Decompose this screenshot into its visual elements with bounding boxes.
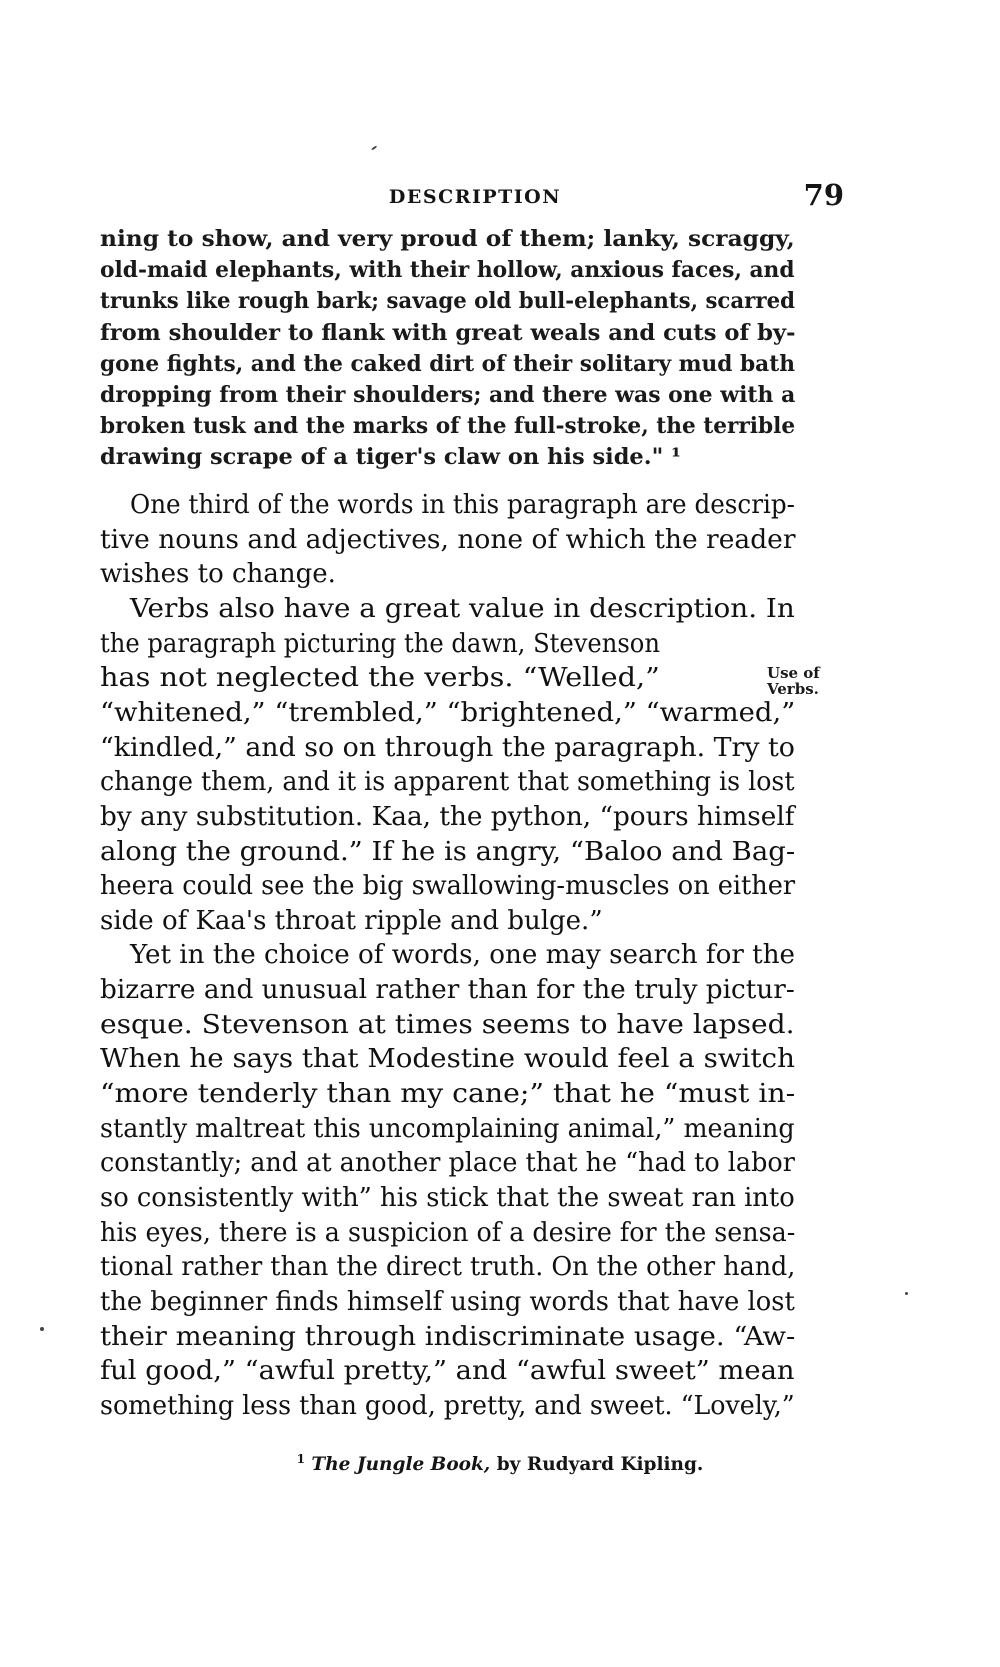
body-line: bizarre and unusual rather than for the truly pictur- xyxy=(100,975,795,1006)
quote-line: old-maid elephants, with their hollow, anxious faces, and xyxy=(100,257,795,284)
body-line: heera could see the big swallowing-muscles on either xyxy=(100,871,796,902)
body-line: Yet in the choice of words, one may search for the xyxy=(130,940,796,971)
body-line: “kindled,” and so on through the paragraph. Try to xyxy=(100,732,795,763)
body-line: ful good,” “awful pretty,” and “awful sweet” mean xyxy=(100,1356,795,1387)
footnote xyxy=(0,1452,1000,1475)
body-line: something less than good, pretty, and sweet. “Lovely,” xyxy=(100,1390,795,1421)
body-line: “more tenderly than my cane;” that he “must in- xyxy=(100,1079,796,1110)
quote-line: gone fights, and the caked dirt of their solitary mud bath xyxy=(100,350,796,377)
quote-line: trunks like rough bark; savage old bull-elephants, scarred xyxy=(100,288,796,315)
quote-line: ning to show, and very proud of them; lanky, scraggy, xyxy=(100,226,795,252)
scan-speck xyxy=(905,1292,908,1295)
body-line: along the ground.” If he is angry, “Baloo and Bag- xyxy=(100,836,796,867)
marginal-note-line1: Use of xyxy=(767,664,820,682)
quote-line: drawing scrape of a tiger's claw on his side." ¹ xyxy=(100,444,681,471)
scan-mark xyxy=(371,145,377,150)
footnote-book-title: The Jungle Book, xyxy=(311,1454,491,1476)
body-line: the beginner finds himself using words that have lost xyxy=(100,1286,795,1317)
body-line: wishes to change. xyxy=(100,559,336,590)
body-line: side of Kaa's throat ripple and bulge.” xyxy=(100,905,603,936)
body-line: Verbs also have a great value in description. In xyxy=(130,593,795,624)
body-line: constantly; and at another place that he “had to labor xyxy=(100,1148,795,1179)
body-line: stantly maltreat this uncomplaining animal,” meaning xyxy=(100,1113,795,1144)
quote-line: broken tusk and the marks of the full-stroke, the terrible xyxy=(100,413,796,440)
body-line: tional rather than the direct truth. On the other hand, xyxy=(100,1252,796,1283)
body-line: When he says that Modestine would feel a switch xyxy=(100,1044,795,1075)
quote-line: dropping from their shoulders; and there was one with a xyxy=(100,382,796,408)
body-line: by any substitution. Kaa, the python, “pours himself xyxy=(100,801,795,832)
body-line: “whitened,” “trembled,” “brightened,” “warmed,” xyxy=(100,697,796,728)
body-line: his eyes, there is a suspicion of a desire for the sensa- xyxy=(100,1217,796,1248)
body-line: esque. Stevenson at times seems to have lapsed. xyxy=(100,1009,795,1040)
section-title: DESCRIPTION xyxy=(388,186,562,208)
body-line: One third of the words in this paragraph are descrip- xyxy=(130,490,795,520)
scan-speck xyxy=(40,1327,44,1331)
body-line: tive nouns and adjectives, none of which the reader xyxy=(100,524,796,555)
marginal-note-line2: Verbs. xyxy=(767,680,819,698)
body-line: their meaning through indiscriminate usage. “Aw- xyxy=(100,1321,796,1352)
body-line: the paragraph picturing the dawn, Stevenson xyxy=(100,628,660,659)
footnote-marker: 1 xyxy=(296,1452,305,1466)
quote-line: from shoulder to flank with great weals and cuts of by- xyxy=(100,319,796,346)
body-line: has not neglected the verbs. “Welled,” xyxy=(100,663,660,694)
running-head xyxy=(106,178,844,214)
body-line: change them, and it is apparent that something is lost xyxy=(100,767,795,798)
footnote-attribution: by Rudyard Kipling. xyxy=(490,1454,704,1476)
page-number: 79 xyxy=(803,178,844,212)
body-line: so consistently with” his stick that the sweat ran into xyxy=(100,1183,795,1213)
